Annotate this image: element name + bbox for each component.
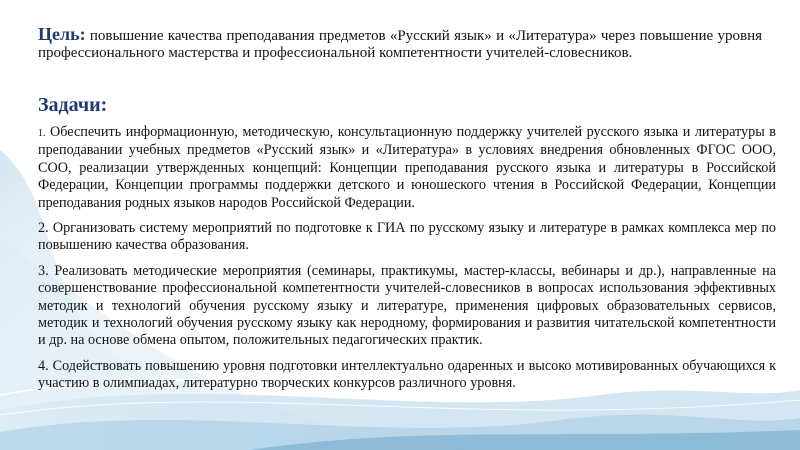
task-number: 2. <box>38 220 49 237</box>
task-text: Содействовать повышению уровня подготовки интеллектуально одаренных и высоко мотивированных обучающихся к участию в олимпиадах, литературно творческих конкурсов различного уровня. <box>38 357 776 392</box>
goal-text: повышение качества преподавания предметов «Русский язык» и «Литература» через повышение уровня профессионального мастерства и профессиональной компетентности учителей-словесников. <box>38 28 762 61</box>
task-text: Обеспечить информационную, методическую, консультационную поддержку учителей русского языка и литературы в преподавании учебных предметов «Русский язык» и «Литература» в условиях внедрения обновленных ФГОС ООО, СОО, реализации утвержденных концепций: Концепции преподавания русского языка и литературы в Российской Федерации, Концепции программы поддержки детского и юношеского чтения в Российской Федерации, Концепции преподавания родных языков народов Российской Федерации. <box>38 124 776 211</box>
task-item-4 <box>38 358 776 393</box>
task-item-3 <box>38 263 776 350</box>
task-number: 4. <box>38 357 49 374</box>
task-number: 1. <box>38 128 46 139</box>
goal-paragraph <box>38 26 762 62</box>
task-text: Реализовать методические мероприятия (семинары, практикумы, мастер-классы, вебинары и др.), направленные на совершенствование профессиональной компетентности учителей-словесников в вопросах использования эффективных методик и технологий обучения русскому языку и литературе, применения цифровых образовательных сервисов, методик и технологий обучения русскому языку как неродному, формирования и развития читательской компетентности и др. на основе обмена опытом, положительных педагогических практик. <box>38 262 776 349</box>
tasks-list <box>38 124 776 401</box>
goal-label: Цель: <box>38 24 86 44</box>
task-text: Организовать систему мероприятий по подготовке к ГИА по русскому языку и литературе в рамках комплекса мер по повышению качества образования. <box>38 220 776 254</box>
task-item-2 <box>38 220 776 255</box>
task-item-1 <box>38 124 776 212</box>
tasks-heading: Задачи: <box>38 94 108 116</box>
task-number: 3. <box>38 262 49 279</box>
